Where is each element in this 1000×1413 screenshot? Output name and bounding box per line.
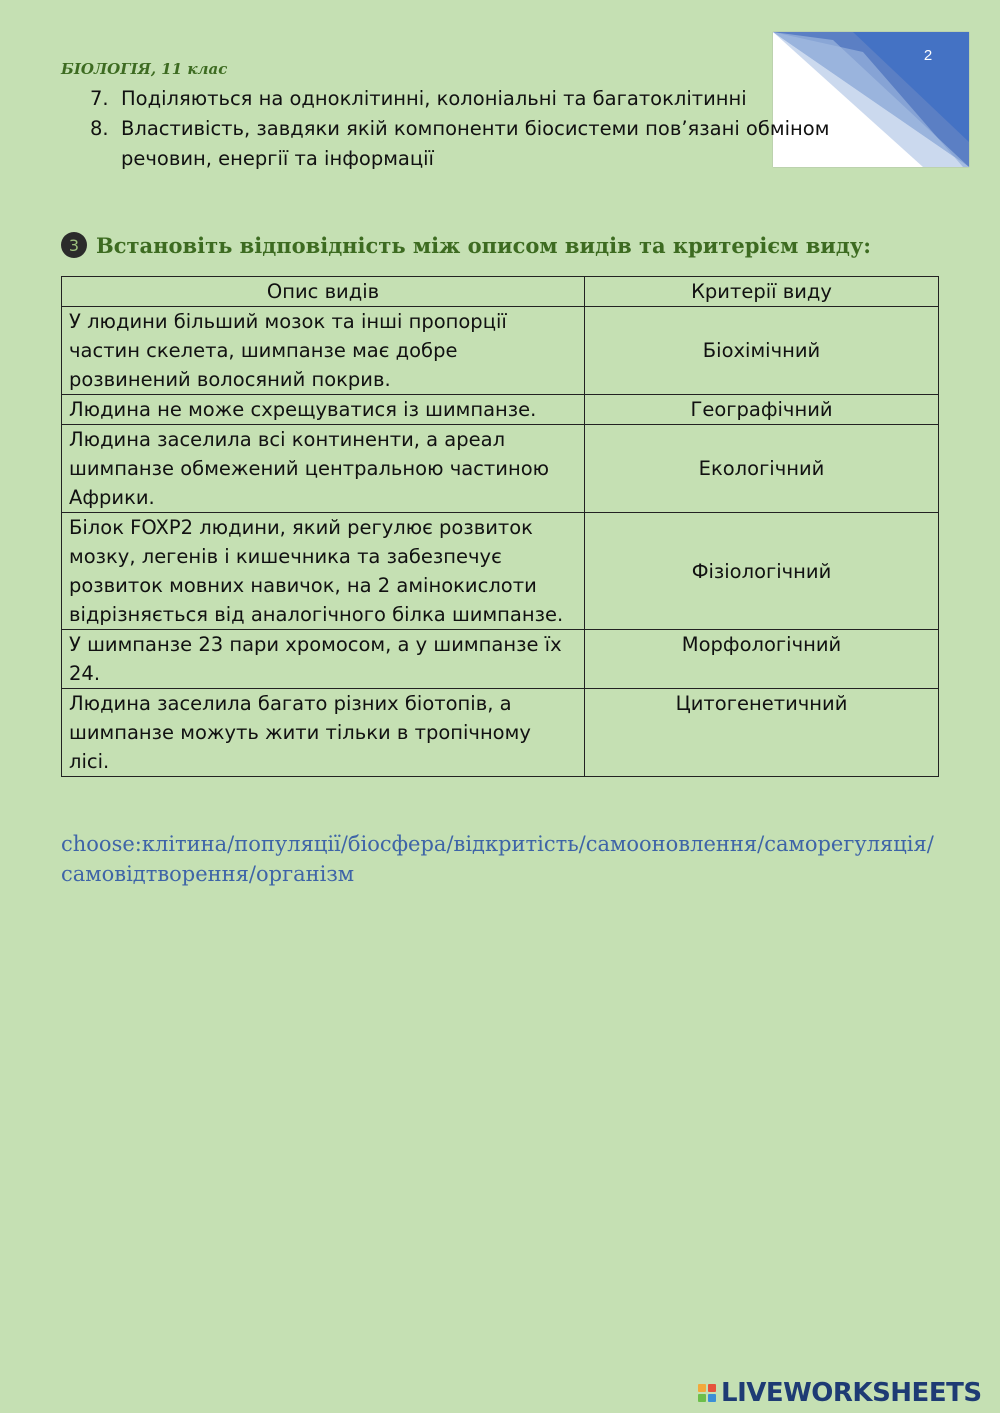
criterion-cell[interactable]: Екологічний xyxy=(585,425,939,513)
table-row xyxy=(62,395,939,425)
criterion-cell[interactable]: Фізіологічний xyxy=(585,513,939,630)
list-item-text: Поділяються на одноклітинні, колоніальні та багатоклітинні xyxy=(121,87,747,110)
liveworksheets-logo[interactable] xyxy=(698,1378,982,1408)
description-cell: Білок FOXP2 людини, який регулює розвиток мозку, легенів і кишечника та забезпечує розвиток мовних навичок, на 2 амінокислоти відрізняється від аналогічного білка шимпанзе. xyxy=(62,513,585,630)
page-number: 2 xyxy=(923,47,933,64)
list-item xyxy=(90,84,930,114)
matching-table xyxy=(61,276,939,777)
table-header-row xyxy=(62,277,939,307)
header-label: БІОЛОГІЯ, 11 клас xyxy=(61,60,228,78)
criterion-cell[interactable]: Біохімічний xyxy=(585,307,939,395)
column-header-criterion: Критерії виду xyxy=(585,277,939,307)
list-item-text: Властивість, завдяки якій компоненти біосистеми пов’язані обміном речовин, енергії та інформації xyxy=(121,117,830,170)
section-heading xyxy=(61,232,871,258)
criterion-cell[interactable]: Географічний xyxy=(585,395,939,425)
description-cell: Людина заселила багато різних біотопів, а шимпанзе можуть жити тільки в тропічному лісі. xyxy=(62,689,585,777)
column-header-description: Опис видів xyxy=(62,277,585,307)
section-title: Встановіть відповідність між описом видів та критерієм виду: xyxy=(96,232,872,258)
list-item-number: 8. xyxy=(90,117,109,140)
criterion-cell[interactable]: Цитогенетичний xyxy=(585,689,939,777)
table-row xyxy=(62,513,939,630)
choose-options-text: choose:клітина/популяції/біосфера/відкритість/самооновлення/саморегуляція/самовідтворення/організм xyxy=(61,832,934,886)
description-cell: Людина заселила всі континенти, а ареал шимпанзе обмежений центральною частиною Африки. xyxy=(62,425,585,513)
table-row xyxy=(62,307,939,395)
section-number-badge: 3 xyxy=(61,232,87,258)
table-row xyxy=(62,630,939,689)
logo-text: LIVEWORKSHEETS xyxy=(721,1378,982,1408)
liveworksheets-logo-icon xyxy=(698,1384,716,1402)
list-item-number: 7. xyxy=(90,87,109,110)
criterion-cell[interactable]: Морфологічний xyxy=(585,630,939,689)
table-row xyxy=(62,425,939,513)
list-item xyxy=(90,114,930,174)
table-row xyxy=(62,689,939,777)
numbered-list xyxy=(90,84,930,174)
description-cell: Людина не може схрещуватися із шимпанзе. xyxy=(62,395,585,425)
description-cell: У шимпанзе 23 пари хромосом, а у шимпанзе їх 24. xyxy=(62,630,585,689)
description-cell: У людини більший мозок та інші пропорції частин скелета, шимпанзе має добре розвинений волосяний покрив. xyxy=(62,307,585,395)
